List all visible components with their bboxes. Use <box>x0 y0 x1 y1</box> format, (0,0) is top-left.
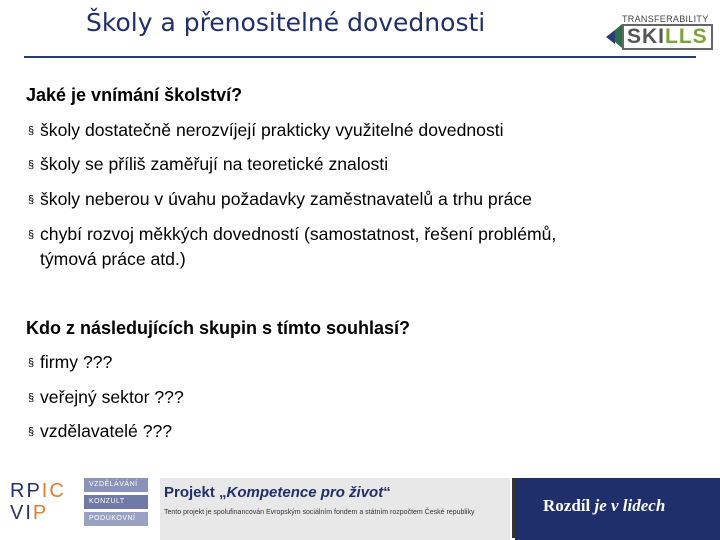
footer <box>0 470 720 540</box>
project-title-prefix: Projekt „ <box>164 484 227 501</box>
rpic-service-bars <box>84 478 148 529</box>
rpic-text-a: RP <box>10 480 42 502</box>
list-item-text: školy se příliš zaměřují na teoretické znalosti <box>40 154 389 174</box>
project-box <box>160 478 510 540</box>
list-item <box>28 350 112 375</box>
list-item-text: vzdělavatelé ??? <box>40 421 173 441</box>
project-title-suffix: “ <box>383 484 391 501</box>
list-item <box>28 222 556 271</box>
list-item-text: školy dostatečně nerozvíjejí prakticky využitelné dovednosti <box>40 120 504 140</box>
bullet-icon: § <box>28 194 35 206</box>
logo-small-text: TRANSFERABILITY <box>622 14 709 24</box>
logo-big-text <box>622 24 713 50</box>
bullet-icon: § <box>28 426 35 438</box>
rpic-text-b: IC <box>41 480 66 502</box>
section-heading-agreement: Kdo z následujících skupin s tímto souhlasí? <box>26 318 411 338</box>
service-bar: KONZULT <box>84 495 148 509</box>
project-title-name: Kompetence pro život <box>226 484 384 501</box>
page-title: Školy a přenositelné dovednosti <box>86 8 486 37</box>
list-item-text: veřejný sektor ??? <box>40 387 184 407</box>
slogan-part2: je v lidech <box>594 496 666 515</box>
list-item <box>28 419 172 444</box>
project-funding-note: Tento projekt je spolufinancován Evropským sociálním fondem a státním rozpočtem České republiky <box>164 509 475 516</box>
slogan-box <box>515 478 720 540</box>
transferability-skills-logo <box>604 10 709 50</box>
rpic-logo-line1 <box>10 480 76 502</box>
bullet-icon: § <box>28 392 35 404</box>
list-item <box>28 187 532 212</box>
service-bar: PODUKOVNÍ <box>84 512 148 526</box>
vip-text-b: P <box>32 502 49 524</box>
list-item-text: firmy ??? <box>40 352 113 372</box>
list-item <box>28 118 504 143</box>
rpic-logo-line2 <box>10 502 76 524</box>
bullet-icon: § <box>28 159 35 171</box>
logo-big-part2: LLS <box>665 25 708 48</box>
bullet-icon: § <box>28 357 35 369</box>
list-item <box>28 385 184 410</box>
rpic-vip-logo <box>10 480 76 526</box>
slogan-part1: Rozdíl <box>543 496 595 515</box>
logo-mark-accent-icon <box>606 30 615 44</box>
service-bar: VZDĚLÁVÁNÍ <box>84 478 148 492</box>
list-item <box>28 152 388 177</box>
project-title <box>164 484 391 501</box>
list-item-continuation: týmová práce atd.) <box>40 249 186 269</box>
bullet-icon: § <box>28 125 35 137</box>
logo-big-part1: SKI <box>627 25 666 48</box>
slogan-text <box>543 496 665 516</box>
list-item-text: školy neberou v úvahu požadavky zaměstnavatelů a trhu práce <box>40 189 532 209</box>
section-heading-perception: Jaké je vnímání školství? <box>26 85 243 105</box>
bullet-icon: § <box>28 229 35 241</box>
title-divider <box>24 56 696 58</box>
list-item-text: chybí rozvoj měkkých dovedností (samostatnost, řešení problémů, <box>40 224 557 244</box>
vip-text-a: VI <box>10 502 33 524</box>
